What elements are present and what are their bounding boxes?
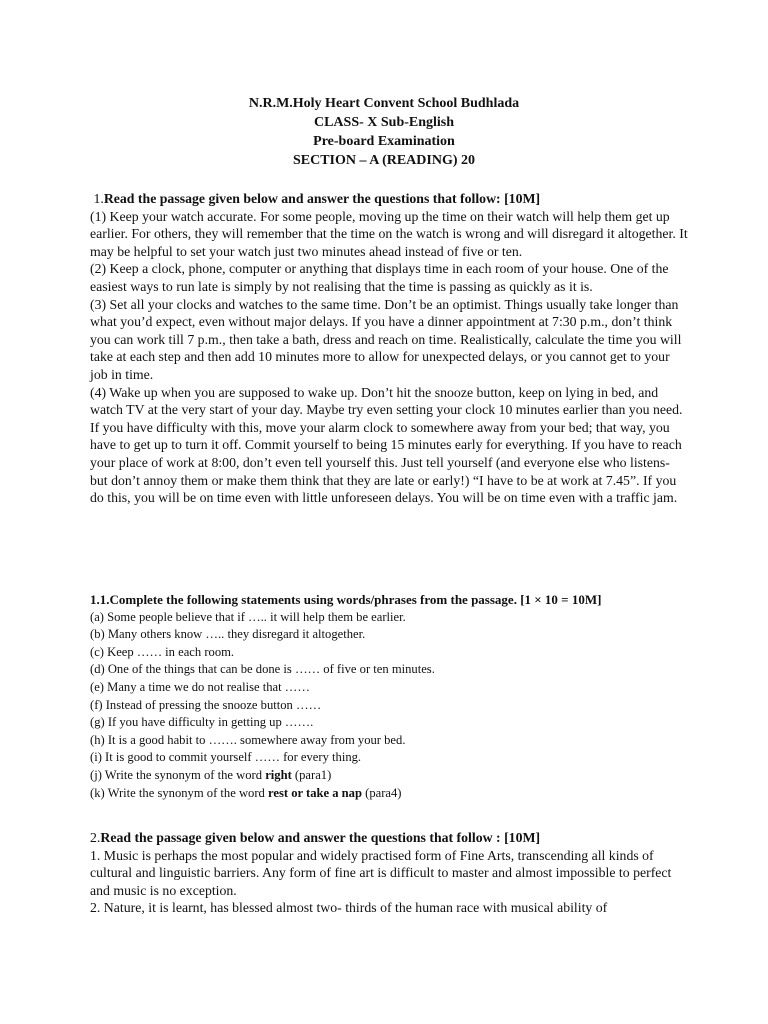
question-1 xyxy=(90,190,690,507)
exam-title: Pre-board Examination xyxy=(313,134,455,149)
question-1-instruction: Read the passage given below and answer the questions that follow: [10M] xyxy=(103,191,541,206)
item-j-prefix: (j) Write the synonym of the word xyxy=(90,767,266,782)
question-item-k xyxy=(90,785,690,803)
item-j-word: right xyxy=(265,767,292,782)
question-1-heading xyxy=(90,190,690,208)
question-2-instruction: Read the passage given below and answer the questions that follow : [10M] xyxy=(100,830,541,845)
section-title: SECTION – A (READING) 20 xyxy=(292,153,476,168)
item-k-suffix: (para4) xyxy=(362,785,402,800)
item-k-prefix: (k) Write the synonym of the word xyxy=(90,785,268,800)
question-2 xyxy=(90,829,690,917)
question-item: (b) Many others know ….. they disregard it altogether. xyxy=(90,627,366,642)
question-2-number: 2. xyxy=(90,830,101,845)
class-subject: CLASS- X Sub-English xyxy=(313,115,455,130)
question-1-1 xyxy=(90,591,690,802)
question-item: (e) Many a time we do not realise that …… xyxy=(90,679,310,694)
passage-paragraph: (3) Set all your clocks and watches to the same time. Don’t be an optimist. Things usually take longer than what you’d expect, even without major delays. If you have a dinner appointment at 7:30 p.m., don’t think you can work till 7 p.m., then take a bath, dress and reach on time. Realistically, calculate the time you will take at each step and then add 10 minutes more to allow for unexpected delays, or you cannot get to your job in time. xyxy=(90,296,682,382)
item-k-word: rest or take a nap xyxy=(268,785,362,800)
question-2-heading xyxy=(90,829,690,847)
item-j-suffix: (para1) xyxy=(291,767,332,782)
question-item-j xyxy=(90,767,690,785)
question-item: (i) It is good to commit yourself …… for every thing. xyxy=(90,750,362,765)
question-item: (c) Keep …… in each room. xyxy=(90,644,235,659)
school-name: N.R.M.Holy Heart Convent School Budhlada xyxy=(248,96,520,111)
question-1-number: 1. xyxy=(93,191,104,206)
passage-paragraph: (1) Keep your watch accurate. For some people, moving up the time on their watch will help them get up earlier. For others, they will remember that the time on the watch is wrong and will disregard it altogether. It may be helpful to set your watch just two minutes ahead instead of five or ten. xyxy=(90,208,688,259)
question-1-1-heading: 1.1.Complete the following statements using words/phrases from the passage. [1 × 10 = 10M] xyxy=(90,592,602,607)
question-item: (d) One of the things that can be done is …… of five or ten minutes. xyxy=(90,662,435,677)
passage-paragraph: (2) Keep a clock, phone, computer or anything that displays time in each room of your house. One of the easiest ways to run late is simply by not realising that the time is passing as quickly as it is. xyxy=(90,261,669,294)
question-item: (g) If you have difficulty in getting up ……. xyxy=(90,715,314,730)
question-item: (h) It is a good habit to ……. somewhere away from your bed. xyxy=(90,732,406,747)
passage-paragraph: (4) Wake up when you are supposed to wake up. Don’t hit the snooze button, keep on lying in bed, and watch TV at the very start of your day. Maybe try even setting your clock 10 minutes earlier than you need. If you have difficulty with this, move your alarm clock to somewhere away from your bed; that way, you have to get up to turn it off. Commit yourself to being 15 minutes early for everything. If you have to reach your place of work at 8:00, don’t even tell yourself this. Just tell yourself (and everyone else who listens- but don’t annoy them or make them think that they are late or early!) “I have to be at work at 7.45”. If you do this, you will be on time even with little unforeseen delays. You will be on time even with a traffic jam. xyxy=(90,384,683,506)
question-item: (a) Some people believe that if ….. it will help them be earlier. xyxy=(90,609,406,624)
passage-paragraph: 2. Nature, it is learnt, has blessed almost two- thirds of the human race with musical ability of xyxy=(90,900,608,916)
question-item: (f) Instead of pressing the snooze button …… xyxy=(90,697,322,712)
document-header xyxy=(0,94,768,170)
passage-paragraph: 1. Music is perhaps the most popular and widely practised form of Fine Arts, transcending all kinds of cultural and linguistic barriers. Any form of fine art is difficult to master and almost impossible to perfect and music is no exception. xyxy=(90,847,672,898)
